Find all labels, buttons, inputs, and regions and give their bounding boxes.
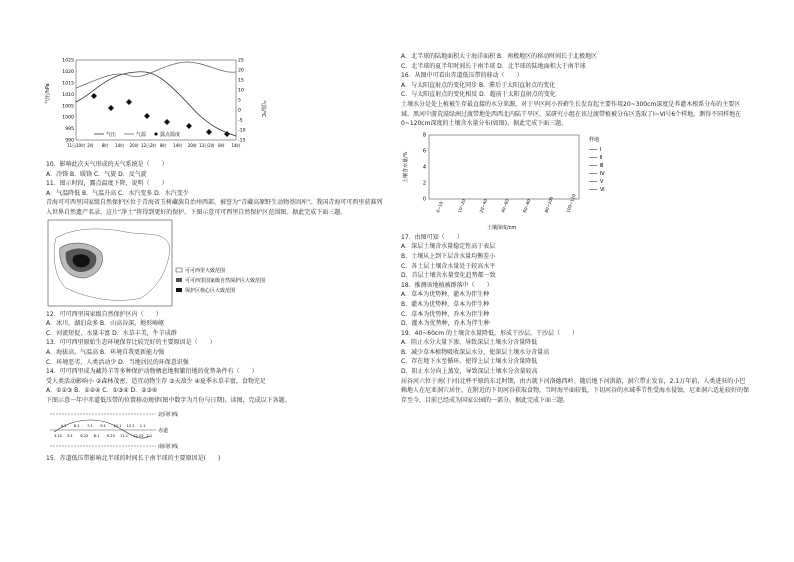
q14: 14．可可西里成为藏羚羊等多种保护动物栖息地和繁衍地的优势条件有（ ）: [46, 368, 258, 376]
legend-temp: 气温: [136, 132, 147, 138]
legend-pressure: 气压: [106, 132, 117, 138]
map-legend-2: 可可西里国家级自然保护区大致范围: [185, 277, 266, 284]
y-right-tick: 25: [238, 58, 244, 64]
legend-core-swatch: [176, 288, 182, 292]
q14-body: 受人类活动影响小 ②森林茂密，适宜动物生存 ③天敌少 ④夏季水草丰富，食物充足: [46, 377, 266, 385]
q12: 12．可可西里国家级自然保护区内（ ）: [46, 310, 162, 318]
y-right-tick: -15: [238, 138, 246, 144]
q17-d: D．首层土壤含水量变化趋势都一致: [401, 272, 496, 280]
y-right-tick: 0: [238, 108, 241, 114]
legend-series-label: Ⅳ: [600, 170, 605, 177]
q12-options-cd: C．河流短促，水量丰富 D．水草丰美，牛羊成群: [46, 329, 177, 337]
y-right-tick: 15: [238, 78, 244, 84]
lowpressure-figure: [46, 406, 386, 454]
left-column: [46, 52, 386, 463]
dewpoint-marker: [91, 93, 97, 99]
q18: 18．推测该地植被群落中（ ）: [401, 281, 493, 289]
date-label: 7.1: [87, 423, 93, 428]
intro-lowpressure: 下图示意一年中赤道低压带的位置移动规律(图中数字为月份与日期)。读图，完成以下各题。: [46, 396, 291, 404]
soil-yticks: [423, 132, 426, 202]
date-label: 9.23: [106, 433, 115, 438]
date-labels: [54, 424, 152, 438]
q18-a: A．草本为优势种，灌木为伴生种: [401, 291, 490, 299]
soil-moisture-chart: [401, 129, 751, 233]
q15: 15．赤道低压带影响北半球的时间长于南半球的主要原因是( ): [46, 454, 221, 462]
weather-chart: [46, 52, 386, 160]
x-tick: 14时: [115, 143, 125, 148]
soil-xticks: [435, 193, 576, 213]
q15-options-ab: A．北半球的陆地面积大于海洋面积 B．南极地区的移动时间长于北极地区: [401, 53, 598, 60]
date-label: 11.1: [120, 433, 129, 438]
y-left-label: 气压/hPa: [45, 83, 51, 104]
date-label: 12.1: [126, 423, 135, 428]
soil-ytick: 8: [422, 132, 426, 139]
date-label: 6.22: [80, 433, 89, 438]
soil-xtick: 40~60: [500, 198, 510, 214]
legend-reserve-swatch: [176, 278, 182, 282]
soil-ytick: 4: [422, 164, 426, 171]
legend-series-label: Ⅵ: [600, 186, 605, 193]
y-left-ticks: [62, 58, 74, 144]
q19-d: D．阻止水分向上蒸发，导致深层土壤水分含量较高: [401, 368, 538, 376]
legend-range-swatch: [176, 268, 182, 272]
q19: 19．40~60cm 的土壤含水量降低，形成干沙层。干沙层（ ）: [401, 329, 578, 337]
soil-ytick: 2: [422, 180, 426, 187]
x-tick: 8时: [218, 143, 225, 148]
y-right-tick: 5: [238, 98, 241, 104]
date-label: 3.21: [54, 433, 63, 438]
x-tick: 20时: [187, 143, 197, 148]
y-left-tick: 1005: [62, 104, 74, 110]
legend-series-label: Ⅴ: [600, 178, 604, 185]
x-tick: 14时: [231, 143, 241, 148]
q12-options-ab: A．冰川、湖泊众多 B．山高谷深，地形崎岖: [46, 320, 165, 328]
x-ticks: [67, 142, 241, 148]
date-label: 9.1: [100, 423, 106, 428]
y-left-tick: 1010: [62, 92, 74, 98]
q18-b: B．灌木为优势种，草本为伴生种: [401, 300, 490, 308]
dewpoint-marker: [126, 99, 132, 105]
q13: 13．可可西里原始生态环境保存比较完好的主要原因是（ ）: [46, 339, 216, 347]
legend-series-label: Ⅲ: [600, 162, 604, 169]
q16-options-cd: C．与太阳直射点的变化相反 D．超前于太阳直射点的变化: [401, 91, 556, 99]
soil-plot-frame: [429, 135, 579, 199]
dewpoint-marker: [206, 129, 212, 135]
date-label: 8.1: [93, 433, 100, 438]
y-right-tick: -10: [238, 128, 246, 134]
y-left-tick: 1025: [62, 58, 74, 64]
intro-cave: 屈谷河六位于南(于河)北杯平原的东北时期，由古就下河洛德西岭、随后地下河洪游，洞穴带止发育，2.1万年前，人类进驻的小巴赖地人在尼亚洞穴居住，在附近的下切河谷获取食物，当时海平面较低，下切河谷的水域季节性受海水侵蚀，尼亚洞六适址较好的保存至今，目前已经成为国家公园的一部分。据此完成下面三题。: [401, 377, 750, 404]
y-left-tick: 990: [65, 138, 74, 144]
q13-options-cd: C．环境恶劣，人类活动少 D．当地居民的环保意识强: [46, 358, 189, 366]
legend-series-label: Ⅰ: [600, 146, 602, 153]
dewpoint-marker: [164, 119, 170, 125]
tropic-capricorn-label: 南回归线: [158, 443, 179, 450]
date-label: 1.1: [139, 423, 146, 428]
dewpoint-marker: [186, 123, 192, 129]
plot-frame: [76, 60, 236, 140]
soil-ylabel: 土壤含水量/%: [403, 151, 409, 183]
q13-options-ab: A．海拔高，气温高 B．环境自我更新能力强: [46, 348, 165, 356]
y-left-tick: 1015: [62, 81, 74, 87]
tropic-cancer-label: 北回归线: [158, 411, 179, 418]
dewpoint-markers: [91, 93, 230, 137]
fig1-legend: [94, 131, 180, 138]
q19-b: B．减少草本植物吸收深层水分，使深层土壤水分含量高: [401, 348, 550, 356]
q17-a: A．深层土壤含水量稳定性高于表层: [401, 243, 496, 251]
q18-c: C．草本为优势种，乔木为伴生种: [401, 310, 490, 318]
x-tick: 8时: [159, 143, 167, 148]
q15-options-cd: C．北半球的夏半年时间长于南半球 D．北半球的陆地面积大于南半球: [401, 62, 586, 70]
q11-options: A．气温降低 B．气温升高 C．水汽变多 D．水汽变少: [46, 189, 189, 197]
legend-dew-swatch: [154, 132, 158, 136]
y-left-tick: 995: [65, 127, 74, 133]
x-tick: 14时: [173, 143, 183, 148]
y-left-tick: 1000: [62, 115, 74, 121]
map-svg: [46, 218, 306, 310]
temperature-line: [76, 62, 236, 88]
soil-xtick: 60~80: [521, 198, 532, 214]
y-right-ticks: [238, 58, 246, 144]
q14-options: A．①②③ B．①②④ C．①③④ D．②③④: [46, 387, 158, 395]
q19-c: C．存在地下水至循环，使得上层土壤水分含量降低: [401, 358, 538, 366]
q17-c: C．各土层土壤含水量处于较高水平: [401, 262, 496, 270]
soil-xtick: 0~10: [435, 200, 444, 214]
soil-xtick: 10~20: [456, 198, 467, 214]
x-tick: 2时: [87, 143, 94, 148]
soil-xtick: 20~40: [478, 198, 489, 214]
kekexili-map: [46, 218, 386, 310]
date-label: 12.22: [133, 433, 144, 438]
date-label: 4.1: [60, 423, 67, 428]
date-label: 2.1: [146, 433, 153, 438]
intro-soil: 土壤水分是处上植被生存最直接的水分来源，对于旱区阿小苔藓生长发育起主要作用20~300cm深度是荞灌木根系分布的主要区域。黑河中游荒漠绿洲过渡带地处西西北内陆干旱区，某研究小组在该过渡带植被分布区选取了Ⅰ~Ⅵ号6个样地，测得不同样地在0~120cm深度的土壤含水量分布(如图)，据此完成下面三题。: [401, 100, 742, 128]
y-right-label: 气温/℃: [260, 100, 266, 118]
q10-options: A．冷锋 B．暖锋 C．气旋 D．反气旋: [46, 170, 147, 178]
q18-d: D．灌木为优势种，乔木为伴生种: [401, 320, 490, 328]
q16: 16．从图中可看出赤道低压带的移动（ ）: [401, 72, 523, 80]
soil-xtick: 100~120: [565, 193, 577, 214]
legend-series-label: Ⅱ: [600, 154, 603, 161]
dewpoint-marker: [144, 113, 150, 119]
y-right-tick: -5: [238, 118, 243, 124]
map-legend-1: 可可西里大致范围: [185, 267, 226, 274]
y-left-tick: 1020: [62, 70, 74, 76]
map-legend-3: 保护区核心区大致范围: [185, 287, 236, 294]
x-tick: 12日2时: [140, 143, 157, 148]
right-column: [401, 52, 751, 405]
equator-label: 赤道: [158, 427, 169, 434]
weather-chart-svg: [46, 52, 266, 158]
q17: 17．由图可知（ ）: [401, 233, 463, 241]
x-tick: 20时: [129, 143, 139, 148]
pressure-line: [76, 72, 236, 136]
x-tick: 11日20时: [66, 143, 86, 148]
legend-title: 样地: [589, 136, 600, 143]
dewpoint-marker: [108, 105, 114, 111]
soil-xlabel: 土壤深度/cm: [487, 224, 517, 231]
legend-dew: 露点温度: [160, 132, 181, 138]
soil-xtick: 80~100: [543, 195, 555, 214]
y-right-tick: 20: [238, 68, 244, 74]
soil-legend: [589, 136, 605, 193]
date-label: 10.1: [113, 423, 122, 428]
soil-chart-svg: [401, 129, 621, 233]
date-label: 5.1: [67, 433, 73, 438]
lowpressure-svg: [46, 406, 196, 454]
soil-ytick: 6: [422, 148, 426, 155]
date-label: 6.1: [73, 423, 80, 428]
soil-ytick: 0: [422, 196, 426, 203]
q11: 11．图示时段，露点温度下降，说明（ ）: [46, 180, 168, 188]
y-right-tick: 10: [238, 88, 244, 94]
q17-b: B．土壤从上到下层含水量均衡差小: [401, 252, 496, 260]
q10: 10．影响此次天气形成的天气系统是（ ）: [46, 161, 168, 168]
x-tick: 13日2时: [199, 143, 215, 148]
x-tick: 8时: [101, 143, 109, 148]
intro-kekexili: 青海可可西里国家级自然保护区位于青海省玉树藏族自治州西部，被誉为“青藏高原野生动物基因库”。我国青海可可西里获准列入世界自然遗产名录，这片“净土”将得到更好的保护。下图示意可可西里自然保护区范围图。据此完成下面三题。: [46, 199, 383, 216]
q19-a: A．阻止水分大量下渗，导致深层土壤水分含量降低: [401, 339, 538, 347]
q16-options-ab: A．与太阳直射点的变化同步 B．滞后于太阳直射点的变化: [401, 81, 556, 89]
